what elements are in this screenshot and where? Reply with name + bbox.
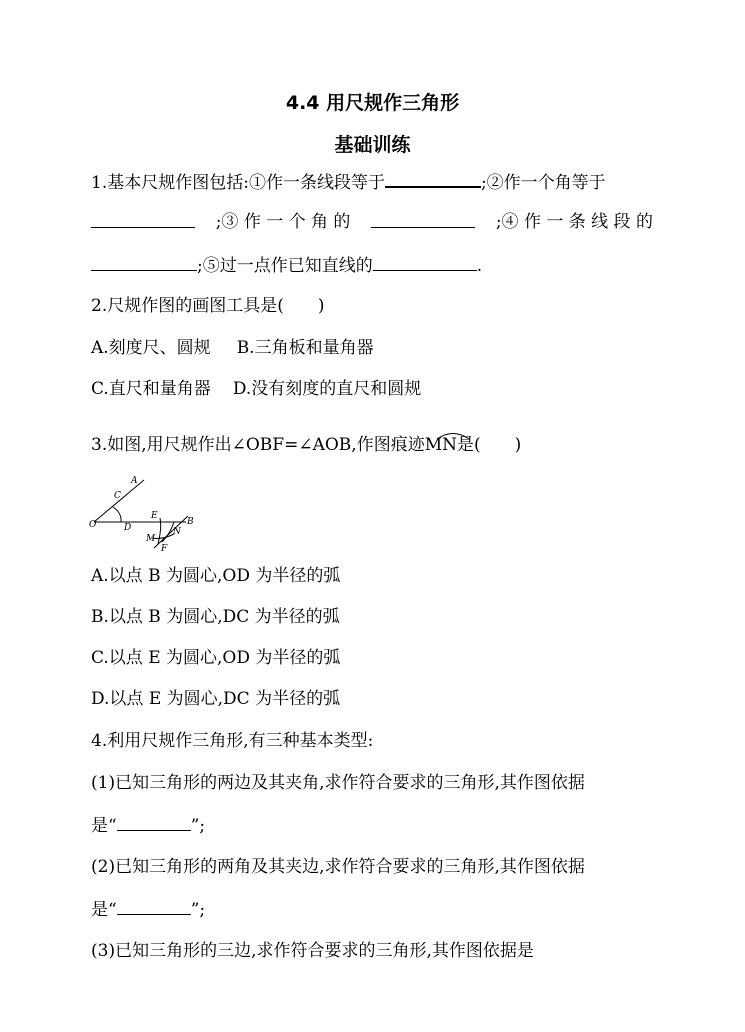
fig-label-c: C [114,491,121,501]
q3-stem-text-2: 是( [457,435,481,455]
q3-option-c[interactable]: C.以点 E 为圆心,OD 为半径的弧 [91,648,341,668]
q2-options-row-2 [91,378,421,400]
q1-text-2: ;②作一个角等于 [480,173,606,193]
q1-text-3: ;③ 作 一 个 角 的 [215,212,351,232]
q2-options-row-1 [91,337,374,359]
q1-text-1: 1.基本尺规作图包括:①作一条线段等于 [91,173,385,193]
q3-figure [88,472,208,552]
section-title: 基础训练 [334,134,411,156]
q4-item-1-pre: 是“ [91,816,117,836]
q1-text-4: ;④ 作 一 条 线 段 的 [495,212,653,232]
q4-blank-2[interactable] [117,898,191,915]
q1-blank-2[interactable] [91,211,195,228]
q1-blank-4[interactable] [91,254,197,271]
q4-item-2-cont [91,898,205,921]
q3-arc-mark [435,430,475,440]
fig-label-e: E [151,511,158,521]
q3-option-d[interactable]: D.以点 E 为圆心,DC 为半径的弧 [91,689,341,709]
q3-option-a[interactable]: A.以点 B 为圆心,OD 为半径的弧 [91,566,341,586]
q1-line-1 [91,170,606,194]
fig-label-b: B [187,517,194,527]
q4-item-2-pre: 是“ [91,900,117,920]
fig-label-a: A [131,476,138,486]
q2-option-b[interactable]: B.三角板和量角器 [236,338,374,358]
q2-option-d[interactable]: D.没有刻度的直尺和圆规 [232,379,422,399]
fig-label-m: M [146,534,156,544]
q1-text-5: ;⑤过一点作已知直线的 [197,256,373,276]
q4-blank-1[interactable] [117,814,191,831]
q2-option-a[interactable]: A.刻度尺、圆规 [91,338,211,358]
fig-label-o: O [89,520,97,530]
q4-item-2: (2)已知三角形的两角及其夹边,求作符合要求的三角形,其作图依据 [91,857,585,877]
page-title: 4.4 用尺规作三角形 [285,92,460,114]
q1-blank-1[interactable] [385,170,481,188]
q4-item-2-post: ”; [190,900,206,920]
q2-stem [91,295,325,317]
q2-option-c[interactable]: C.直尺和量角器 [91,379,211,399]
q1-blank-3[interactable] [371,211,475,228]
fig-label-n: N [173,527,181,537]
q3-paren-close: ) [514,435,522,455]
q1-blank-5[interactable] [373,254,477,271]
q1-line-2 [91,211,653,233]
fig-label-f: F [161,544,168,552]
q2-stem-text: 2.尺规作图的画图工具是( [91,296,284,316]
q4-item-1-post: ”; [190,816,206,836]
q2-paren-close: ) [317,296,325,316]
q3-arc-label: MN [424,435,457,455]
q4-item-3: (3)已知三角形的三边,求作符合要求的三角形,其作图依据是 [91,941,534,961]
q3-option-b[interactable]: B.以点 B 为圆心,DC 为半径的弧 [91,607,340,627]
q1-line-3 [91,254,482,277]
q3-stem-text: 3.如图,用尺规作出∠OBF=∠AOB,作图痕迹 [91,435,425,455]
fig-label-d: D [124,523,132,533]
q1-text-6: . [476,256,483,276]
q4-item-1: (1)已知三角形的两边及其夹角,求作符合要求的三角形,其作图依据 [91,773,585,793]
q4-stem: 4.利用尺规作三角形,有三种基本类型: [91,731,374,751]
q4-item-1-cont [91,814,205,837]
